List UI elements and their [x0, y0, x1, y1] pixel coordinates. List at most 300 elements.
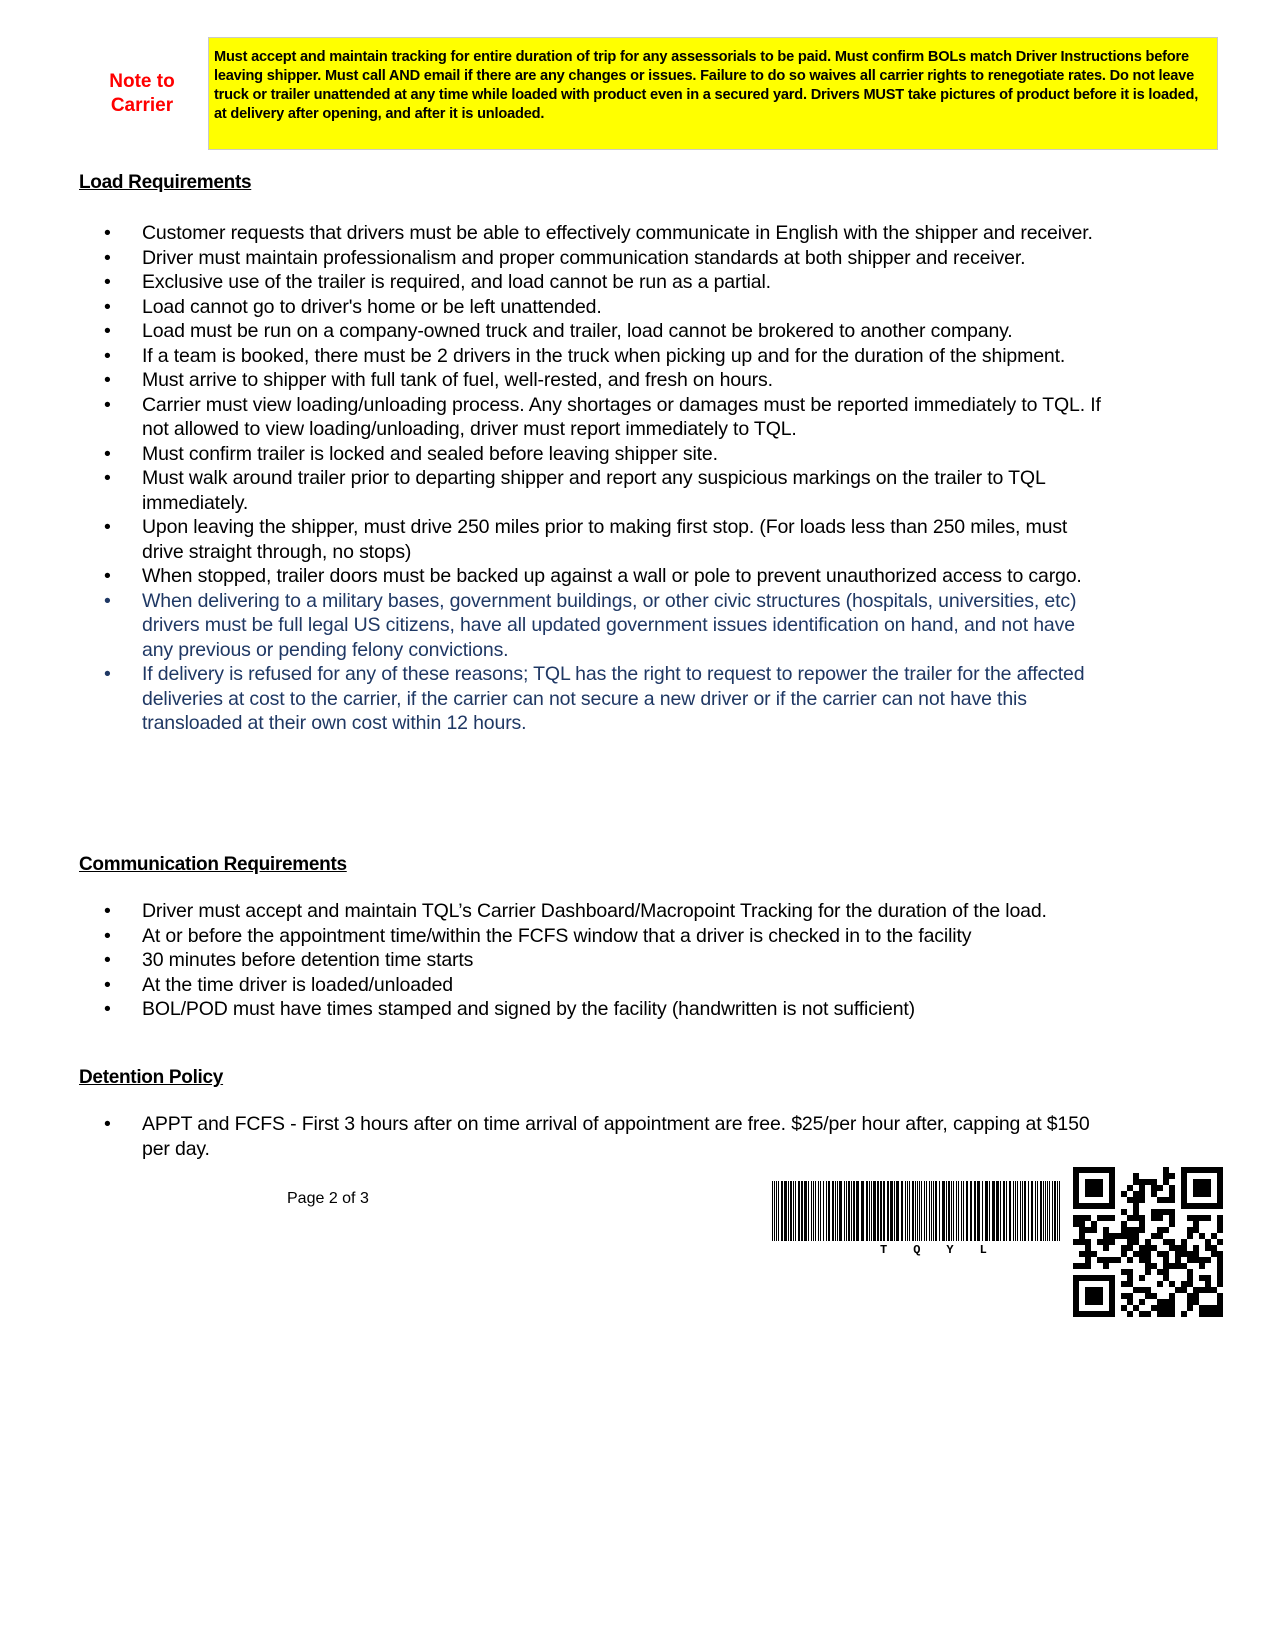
barcode-bar	[880, 1181, 882, 1241]
list-item-text: When delivering to a military bases, government buildings, or other civic structures (hospitals, universities, etc) drivers must be full legal US citizens, have all updated government issues identification on hand, and not have any previous or pending felony convictions.	[142, 589, 1077, 661]
qr-module	[1121, 1269, 1127, 1275]
qr-module	[1109, 1191, 1115, 1197]
qr-module	[1217, 1191, 1223, 1197]
qr-module	[1139, 1185, 1145, 1191]
qr-module	[1205, 1275, 1211, 1281]
qr-module	[1097, 1275, 1103, 1281]
qr-module	[1085, 1275, 1091, 1281]
barcode-bar	[826, 1181, 827, 1241]
barcode-bar	[887, 1181, 889, 1241]
barcode-bar	[1017, 1181, 1018, 1241]
qr-module	[1211, 1233, 1217, 1239]
qr-module	[1097, 1287, 1103, 1293]
qr-module	[1187, 1251, 1193, 1257]
barcode-bar	[963, 1181, 964, 1241]
qr-module	[1157, 1251, 1163, 1257]
barcode-bar	[953, 1181, 954, 1241]
barcode-bar	[788, 1181, 789, 1241]
qr-module	[1145, 1311, 1151, 1317]
qr-module	[1145, 1263, 1151, 1269]
list-item-text: Driver must accept and maintain TQL’s Carrier Dashboard/Macropoint Tracking for the duration of the load.	[142, 900, 1047, 922]
qr-module	[1109, 1275, 1115, 1281]
barcode-bar	[909, 1181, 910, 1241]
qr-module	[1217, 1221, 1223, 1227]
qr-module	[1193, 1179, 1199, 1185]
qr-module	[1145, 1293, 1151, 1299]
qr-module	[1187, 1281, 1193, 1287]
qr-module	[1205, 1287, 1211, 1293]
qr-module	[1127, 1197, 1133, 1203]
qr-module	[1157, 1227, 1163, 1233]
qr-module	[1217, 1269, 1223, 1275]
qr-module	[1091, 1227, 1097, 1233]
qr-module	[1073, 1287, 1079, 1293]
qr-module	[1151, 1263, 1157, 1269]
qr-module	[1169, 1197, 1175, 1203]
barcode-bar	[1020, 1181, 1021, 1241]
barcode-text: TQYL	[880, 1243, 1013, 1257]
qr-module	[1127, 1269, 1133, 1275]
qr-module	[1169, 1293, 1175, 1299]
qr-module	[1181, 1251, 1187, 1257]
barcode-bar	[798, 1181, 800, 1241]
qr-module	[1193, 1299, 1199, 1305]
qr-module	[1109, 1203, 1115, 1209]
qr-module	[1085, 1311, 1091, 1317]
qr-module	[1103, 1245, 1109, 1251]
barcode-bar	[815, 1181, 816, 1241]
qr-module	[1085, 1257, 1091, 1263]
qr-module	[1217, 1311, 1223, 1317]
qr-module	[1109, 1257, 1115, 1263]
qr-module	[1109, 1179, 1115, 1185]
list-item	[0, 589, 1102, 663]
barcode-bar	[901, 1181, 903, 1241]
list-item	[0, 393, 1102, 442]
barcode-bar	[823, 1181, 824, 1241]
qr-module	[1151, 1215, 1157, 1221]
barcode-bar	[832, 1181, 834, 1241]
qr-module	[1169, 1215, 1175, 1221]
bullet-glyph: •	[104, 344, 111, 367]
bullet-glyph: •	[104, 271, 111, 293]
qr-module	[1079, 1311, 1085, 1317]
qr-module	[1133, 1203, 1139, 1209]
qr-module	[1139, 1215, 1145, 1221]
qr-module	[1073, 1191, 1079, 1197]
qr-module	[1145, 1257, 1151, 1263]
qr-module	[1073, 1197, 1079, 1203]
qr-module	[1139, 1299, 1145, 1305]
qr-module	[1073, 1203, 1079, 1209]
qr-module	[1073, 1167, 1079, 1173]
qr-module	[1097, 1185, 1103, 1191]
qr-module	[1133, 1215, 1139, 1221]
list-item-text: Carrier must view loading/unloading process. Any shortages or damages must be reported immediately to TQL. If not allowed to view loading/unloading, driver must report immediately to TQL.	[142, 393, 1101, 440]
qr-module	[1139, 1227, 1145, 1233]
qr-module	[1217, 1257, 1223, 1263]
barcode-bar	[989, 1181, 990, 1241]
qr-module	[1157, 1269, 1163, 1275]
qr-module	[1139, 1257, 1145, 1263]
qr-module	[1145, 1287, 1151, 1293]
bullet-glyph: •	[104, 295, 111, 318]
qr-module	[1133, 1251, 1139, 1257]
barcode-bar	[1040, 1181, 1042, 1241]
barcode-bar	[961, 1181, 962, 1241]
qr-module	[1103, 1233, 1109, 1239]
qr-module	[1097, 1167, 1103, 1173]
qr-module	[1121, 1245, 1127, 1251]
qr-module	[1085, 1239, 1091, 1245]
bullet-glyph: •	[104, 369, 111, 391]
barcode-bar	[871, 1181, 872, 1241]
qr-module	[1199, 1167, 1205, 1173]
list-item	[0, 270, 1102, 295]
qr-module	[1133, 1239, 1139, 1245]
qr-module	[1193, 1257, 1199, 1263]
qr-module	[1145, 1251, 1151, 1257]
barcode-bar	[846, 1181, 847, 1241]
barcode-bar	[1024, 1181, 1026, 1241]
qr-module	[1217, 1299, 1223, 1305]
qr-module	[1169, 1245, 1175, 1251]
qr-module	[1109, 1293, 1115, 1299]
qr-module	[1079, 1263, 1085, 1269]
note-text: Must accept and maintain tracking for entire duration of trip for any assessorials to be paid. Must confirm BOLs match Driver Instructions before leaving shipper. Must call AND email if there are any changes or issues. Failure to do so waives all carrier rights to renegotiate rates. Do not leave truck or trailer unattended at any time while loaded with product even in a secured yard. Drivers MUST take pictures of product before it is loaded, at delivery after opening, and after it is unloaded.	[214, 49, 1199, 122]
qr-module	[1217, 1185, 1223, 1191]
qr-module	[1199, 1275, 1205, 1281]
qr-module	[1157, 1299, 1163, 1305]
barcode-bar	[853, 1181, 855, 1241]
qr-module	[1163, 1269, 1169, 1275]
qr-module	[1073, 1281, 1079, 1287]
qr-code	[1073, 1167, 1223, 1317]
qr-module	[1211, 1287, 1217, 1293]
qr-module	[1109, 1185, 1115, 1191]
list-item	[0, 319, 1102, 344]
qr-module	[1133, 1233, 1139, 1239]
qr-module	[1169, 1221, 1175, 1227]
qr-module	[1091, 1167, 1097, 1173]
qr-module	[1079, 1227, 1085, 1233]
list-item	[0, 442, 1102, 467]
qr-module	[1199, 1305, 1205, 1311]
qr-module	[1175, 1251, 1181, 1257]
barcode-bar	[778, 1181, 779, 1241]
qr-module	[1109, 1305, 1115, 1311]
qr-module	[1205, 1191, 1211, 1197]
barcode-bar	[1043, 1181, 1044, 1241]
barcode-bar	[942, 1181, 945, 1241]
barcode-bar	[982, 1181, 983, 1241]
barcode-bar	[992, 1181, 995, 1241]
qr-module	[1085, 1299, 1091, 1305]
qr-module	[1109, 1311, 1115, 1317]
qr-module	[1139, 1251, 1145, 1257]
qr-module	[1169, 1185, 1175, 1191]
qr-module	[1163, 1311, 1169, 1317]
barcode-bar	[935, 1181, 937, 1241]
qr-module	[1127, 1185, 1133, 1191]
qr-module	[1073, 1305, 1079, 1311]
qr-module	[1211, 1251, 1217, 1257]
qr-module	[1127, 1257, 1133, 1263]
barcode-bar	[1057, 1181, 1058, 1241]
barcode-bar	[946, 1181, 947, 1241]
qr-module	[1103, 1215, 1109, 1221]
bullet-glyph: •	[104, 246, 111, 269]
qr-module	[1217, 1197, 1223, 1203]
qr-module	[1103, 1275, 1109, 1281]
qr-code-graphic	[1073, 1167, 1223, 1317]
qr-module	[1181, 1173, 1187, 1179]
qr-module	[1079, 1233, 1085, 1239]
communication-requirements-heading: Communication Requirements	[79, 854, 347, 875]
barcode-bar	[1006, 1181, 1007, 1241]
qr-module	[1193, 1251, 1199, 1257]
list-item-text: When stopped, trailer doors must be backed up against a wall or pole to prevent unauthorized access to cargo.	[142, 565, 1082, 587]
qr-module	[1103, 1227, 1109, 1233]
barcode-bar	[907, 1181, 908, 1241]
qr-module	[1091, 1185, 1097, 1191]
barcode-bar	[835, 1181, 836, 1241]
qr-module	[1073, 1275, 1079, 1281]
qr-module	[1079, 1239, 1085, 1245]
qr-module	[1127, 1299, 1133, 1305]
qr-module	[1139, 1275, 1145, 1281]
qr-module	[1199, 1311, 1205, 1317]
qr-module	[1073, 1173, 1079, 1179]
qr-module	[1181, 1245, 1187, 1251]
load-requirements-heading: Load Requirements	[79, 172, 252, 193]
list-item-text: Must arrive to shipper with full tank of fuel, well-rested, and fresh on hours.	[142, 369, 773, 391]
qr-module	[1145, 1269, 1151, 1275]
qr-module	[1193, 1245, 1199, 1251]
qr-module	[1091, 1251, 1097, 1257]
qr-module	[1133, 1173, 1139, 1179]
barcode-bar	[790, 1181, 792, 1241]
qr-module	[1103, 1311, 1109, 1317]
communication-requirements-list	[0, 899, 1100, 1022]
barcode-bar	[917, 1181, 918, 1241]
barcode-bar	[776, 1181, 777, 1241]
qr-module	[1217, 1215, 1223, 1221]
qr-module	[1193, 1227, 1199, 1233]
qr-module	[1121, 1281, 1127, 1287]
bullet-glyph: •	[104, 442, 111, 465]
qr-module	[1163, 1167, 1169, 1173]
barcode-bar	[820, 1181, 821, 1241]
qr-module	[1127, 1227, 1133, 1233]
qr-module	[1133, 1197, 1139, 1203]
qr-module	[1205, 1311, 1211, 1317]
qr-module	[1217, 1251, 1223, 1257]
barcode-bar	[1049, 1181, 1050, 1241]
qr-module	[1139, 1221, 1145, 1227]
qr-module	[1205, 1245, 1211, 1251]
qr-module	[1109, 1239, 1115, 1245]
qr-module	[1103, 1263, 1109, 1269]
list-item-text: 30 minutes before detention time starts	[142, 949, 474, 971]
qr-module	[1127, 1239, 1133, 1245]
barcode-bar	[804, 1181, 807, 1241]
qr-module	[1163, 1197, 1169, 1203]
list-item-text: APPT and FCFS - First 3 hours after on time arrival of appointment are free. $25/per hour after, capping at $150 per day.	[142, 1113, 1090, 1160]
barcode-bar	[915, 1181, 916, 1241]
qr-module	[1169, 1263, 1175, 1269]
qr-module	[1217, 1227, 1223, 1233]
qr-module	[1205, 1281, 1211, 1287]
qr-module	[1187, 1305, 1193, 1311]
list-item	[0, 295, 1102, 320]
qr-module	[1073, 1311, 1079, 1317]
barcode-bar	[793, 1181, 794, 1241]
qr-module	[1097, 1191, 1103, 1197]
qr-module	[1169, 1191, 1175, 1197]
barcode-bar	[795, 1181, 796, 1241]
barcode-bar	[970, 1181, 972, 1241]
qr-module	[1127, 1215, 1133, 1221]
barcode-bar	[813, 1181, 814, 1241]
list-item	[0, 466, 1102, 515]
qr-module	[1169, 1173, 1175, 1179]
qr-module	[1169, 1311, 1175, 1317]
qr-module	[1205, 1215, 1211, 1221]
barcode-bar	[818, 1181, 819, 1241]
list-item-text: Must walk around trailer prior to departing shipper and report any suspicious markings on the trailer to TQL immediately.	[142, 467, 1045, 514]
bullet-glyph: •	[104, 320, 111, 342]
qr-module	[1073, 1221, 1079, 1227]
barcode-bar	[924, 1181, 925, 1241]
qr-module	[1127, 1245, 1133, 1251]
qr-module	[1121, 1233, 1127, 1239]
list-item	[0, 924, 1102, 949]
bullet-glyph: •	[104, 973, 111, 996]
barcode-bar	[1028, 1181, 1029, 1241]
barcode-graphic	[772, 1181, 1062, 1241]
qr-module	[1097, 1203, 1103, 1209]
qr-module	[1157, 1305, 1163, 1311]
qr-module	[1097, 1311, 1103, 1317]
detention-policy-heading: Detention Policy	[79, 1067, 224, 1088]
qr-module	[1187, 1215, 1193, 1221]
barcode-bar	[1054, 1181, 1056, 1241]
qr-module	[1145, 1179, 1151, 1185]
qr-module	[1181, 1263, 1187, 1269]
qr-module	[1085, 1287, 1091, 1293]
qr-module	[1103, 1257, 1109, 1263]
qr-module	[1211, 1203, 1217, 1209]
qr-module	[1187, 1203, 1193, 1209]
barcode-bar	[912, 1181, 914, 1241]
qr-module	[1205, 1185, 1211, 1191]
load-requirements-list	[0, 221, 1100, 736]
qr-module	[1109, 1233, 1115, 1239]
barcode-bar	[1059, 1181, 1060, 1241]
qr-module	[1073, 1263, 1079, 1269]
barcode-bar	[866, 1181, 868, 1241]
qr-module	[1217, 1281, 1223, 1287]
bullet-glyph: •	[104, 516, 111, 538]
qr-module	[1109, 1167, 1115, 1173]
qr-module	[1121, 1209, 1127, 1215]
bullet-glyph: •	[104, 949, 111, 971]
qr-module	[1199, 1185, 1205, 1191]
barcode-bar	[856, 1181, 859, 1241]
qr-module	[1127, 1233, 1133, 1239]
barcode-bar	[873, 1181, 876, 1241]
qr-module	[1163, 1179, 1169, 1185]
qr-module	[1085, 1179, 1091, 1185]
barcode-bar	[781, 1181, 783, 1241]
barcode-bar	[828, 1181, 830, 1241]
qr-module	[1199, 1191, 1205, 1197]
list-item	[0, 515, 1102, 564]
qr-module	[1121, 1191, 1127, 1197]
barcode-bar	[956, 1181, 957, 1241]
list-item-text: Load must be run on a company-owned truck and trailer, load cannot be brokered to another company.	[142, 320, 1013, 342]
qr-module	[1127, 1293, 1133, 1299]
qr-module	[1079, 1203, 1085, 1209]
barcode-bar	[921, 1181, 922, 1241]
qr-module	[1073, 1293, 1079, 1299]
qr-module	[1079, 1221, 1085, 1227]
qr-module	[1085, 1167, 1091, 1173]
barcode-bar	[985, 1181, 988, 1241]
qr-module	[1139, 1287, 1145, 1293]
qr-module	[1199, 1257, 1205, 1263]
barcode-bar	[848, 1181, 850, 1241]
barcode-bar	[811, 1181, 812, 1241]
list-item	[0, 899, 1102, 924]
qr-module	[1151, 1179, 1157, 1185]
barcode-bar	[1035, 1181, 1036, 1241]
barcode-bar	[939, 1181, 940, 1241]
list-item	[0, 973, 1102, 998]
list-item	[0, 1112, 1102, 1161]
barcode-bar	[996, 1181, 999, 1241]
qr-module	[1145, 1245, 1151, 1251]
barcode-bar	[844, 1181, 845, 1241]
bullet-glyph: •	[104, 589, 111, 612]
qr-module	[1181, 1203, 1187, 1209]
qr-module	[1097, 1215, 1103, 1221]
qr-module	[1163, 1209, 1169, 1215]
qr-module	[1151, 1191, 1157, 1197]
qr-module	[1217, 1179, 1223, 1185]
qr-module	[1109, 1287, 1115, 1293]
qr-module	[1157, 1281, 1163, 1287]
qr-module	[1085, 1185, 1091, 1191]
barcode-bar	[951, 1181, 952, 1241]
qr-module	[1079, 1215, 1085, 1221]
qr-module	[1193, 1215, 1199, 1221]
qr-module	[1175, 1257, 1181, 1263]
barcode-bar	[905, 1181, 906, 1241]
qr-module	[1217, 1263, 1223, 1269]
barcode-bar	[851, 1181, 852, 1241]
qr-module	[1205, 1203, 1211, 1209]
qr-module	[1187, 1269, 1193, 1275]
qr-module	[1085, 1191, 1091, 1197]
list-item-text: If delivery is refused for any of these reasons; TQL has the right to request to repower the trailer for the affected deliveries at cost to the carrier, if the carrier can not secure a new driver or if the carrier can not have this transloaded at their own cost within 12 hours.	[142, 663, 1085, 734]
qr-module	[1211, 1311, 1217, 1317]
qr-module	[1169, 1299, 1175, 1305]
qr-module	[1109, 1299, 1115, 1305]
qr-module	[1187, 1227, 1193, 1233]
qr-module	[1163, 1227, 1169, 1233]
